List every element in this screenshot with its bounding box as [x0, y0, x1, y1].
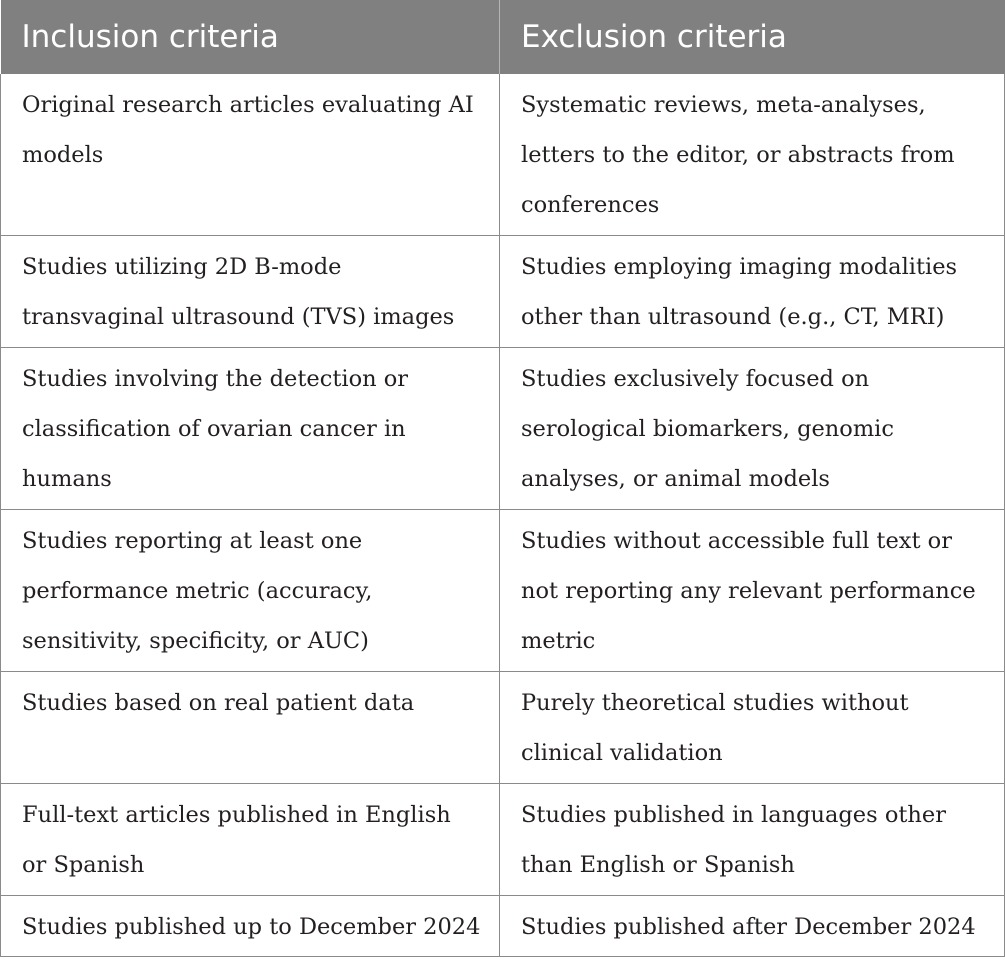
exclusion-cell: Studies published after December 2024	[500, 896, 1005, 957]
exclusion-cell: Studies employing imaging modalities other than ultrasound (e.g., CT, MRI)	[500, 236, 1005, 348]
header-row	[1, 0, 1005, 74]
inclusion-cell: Full-text articles published in English or Spanish	[1, 784, 500, 896]
table-row	[1, 348, 1005, 510]
exclusion-cell: Systematic reviews, meta-analyses, letters to the editor, or abstracts from conferences	[500, 74, 1005, 236]
exclusion-cell: Studies published in languages other than English or Spanish	[500, 784, 1005, 896]
inclusion-cell: Studies involving the detection or classification of ovarian cancer in humans	[1, 348, 500, 510]
table-row	[1, 784, 1005, 896]
header-exclusion-criteria: Exclusion criteria	[500, 0, 1005, 74]
exclusion-cell: Studies without accessible full text or not reporting any relevant performance metric	[500, 510, 1005, 672]
inclusion-cell: Studies utilizing 2D B-mode transvaginal ultrasound (TVS) images	[1, 236, 500, 348]
table-row	[1, 510, 1005, 672]
exclusion-cell: Studies exclusively focused on serological biomarkers, genomic analyses, or animal models	[500, 348, 1005, 510]
inclusion-cell: Studies reporting at least one performance metric (accuracy, sensitivity, specificity, or AUC)	[1, 510, 500, 672]
inclusion-cell: Studies based on real patient data	[1, 672, 500, 784]
exclusion-cell: Purely theoretical studies without clinical validation	[500, 672, 1005, 784]
table-header	[1, 0, 1005, 74]
inclusion-cell: Original research articles evaluating AI models	[1, 74, 500, 236]
table-row	[1, 896, 1005, 957]
inclusion-cell: Studies published up to December 2024	[1, 896, 500, 957]
table-row	[1, 236, 1005, 348]
table-row	[1, 672, 1005, 784]
header-inclusion-criteria: Inclusion criteria	[1, 0, 500, 74]
table-row	[1, 74, 1005, 236]
table-body	[1, 74, 1005, 957]
